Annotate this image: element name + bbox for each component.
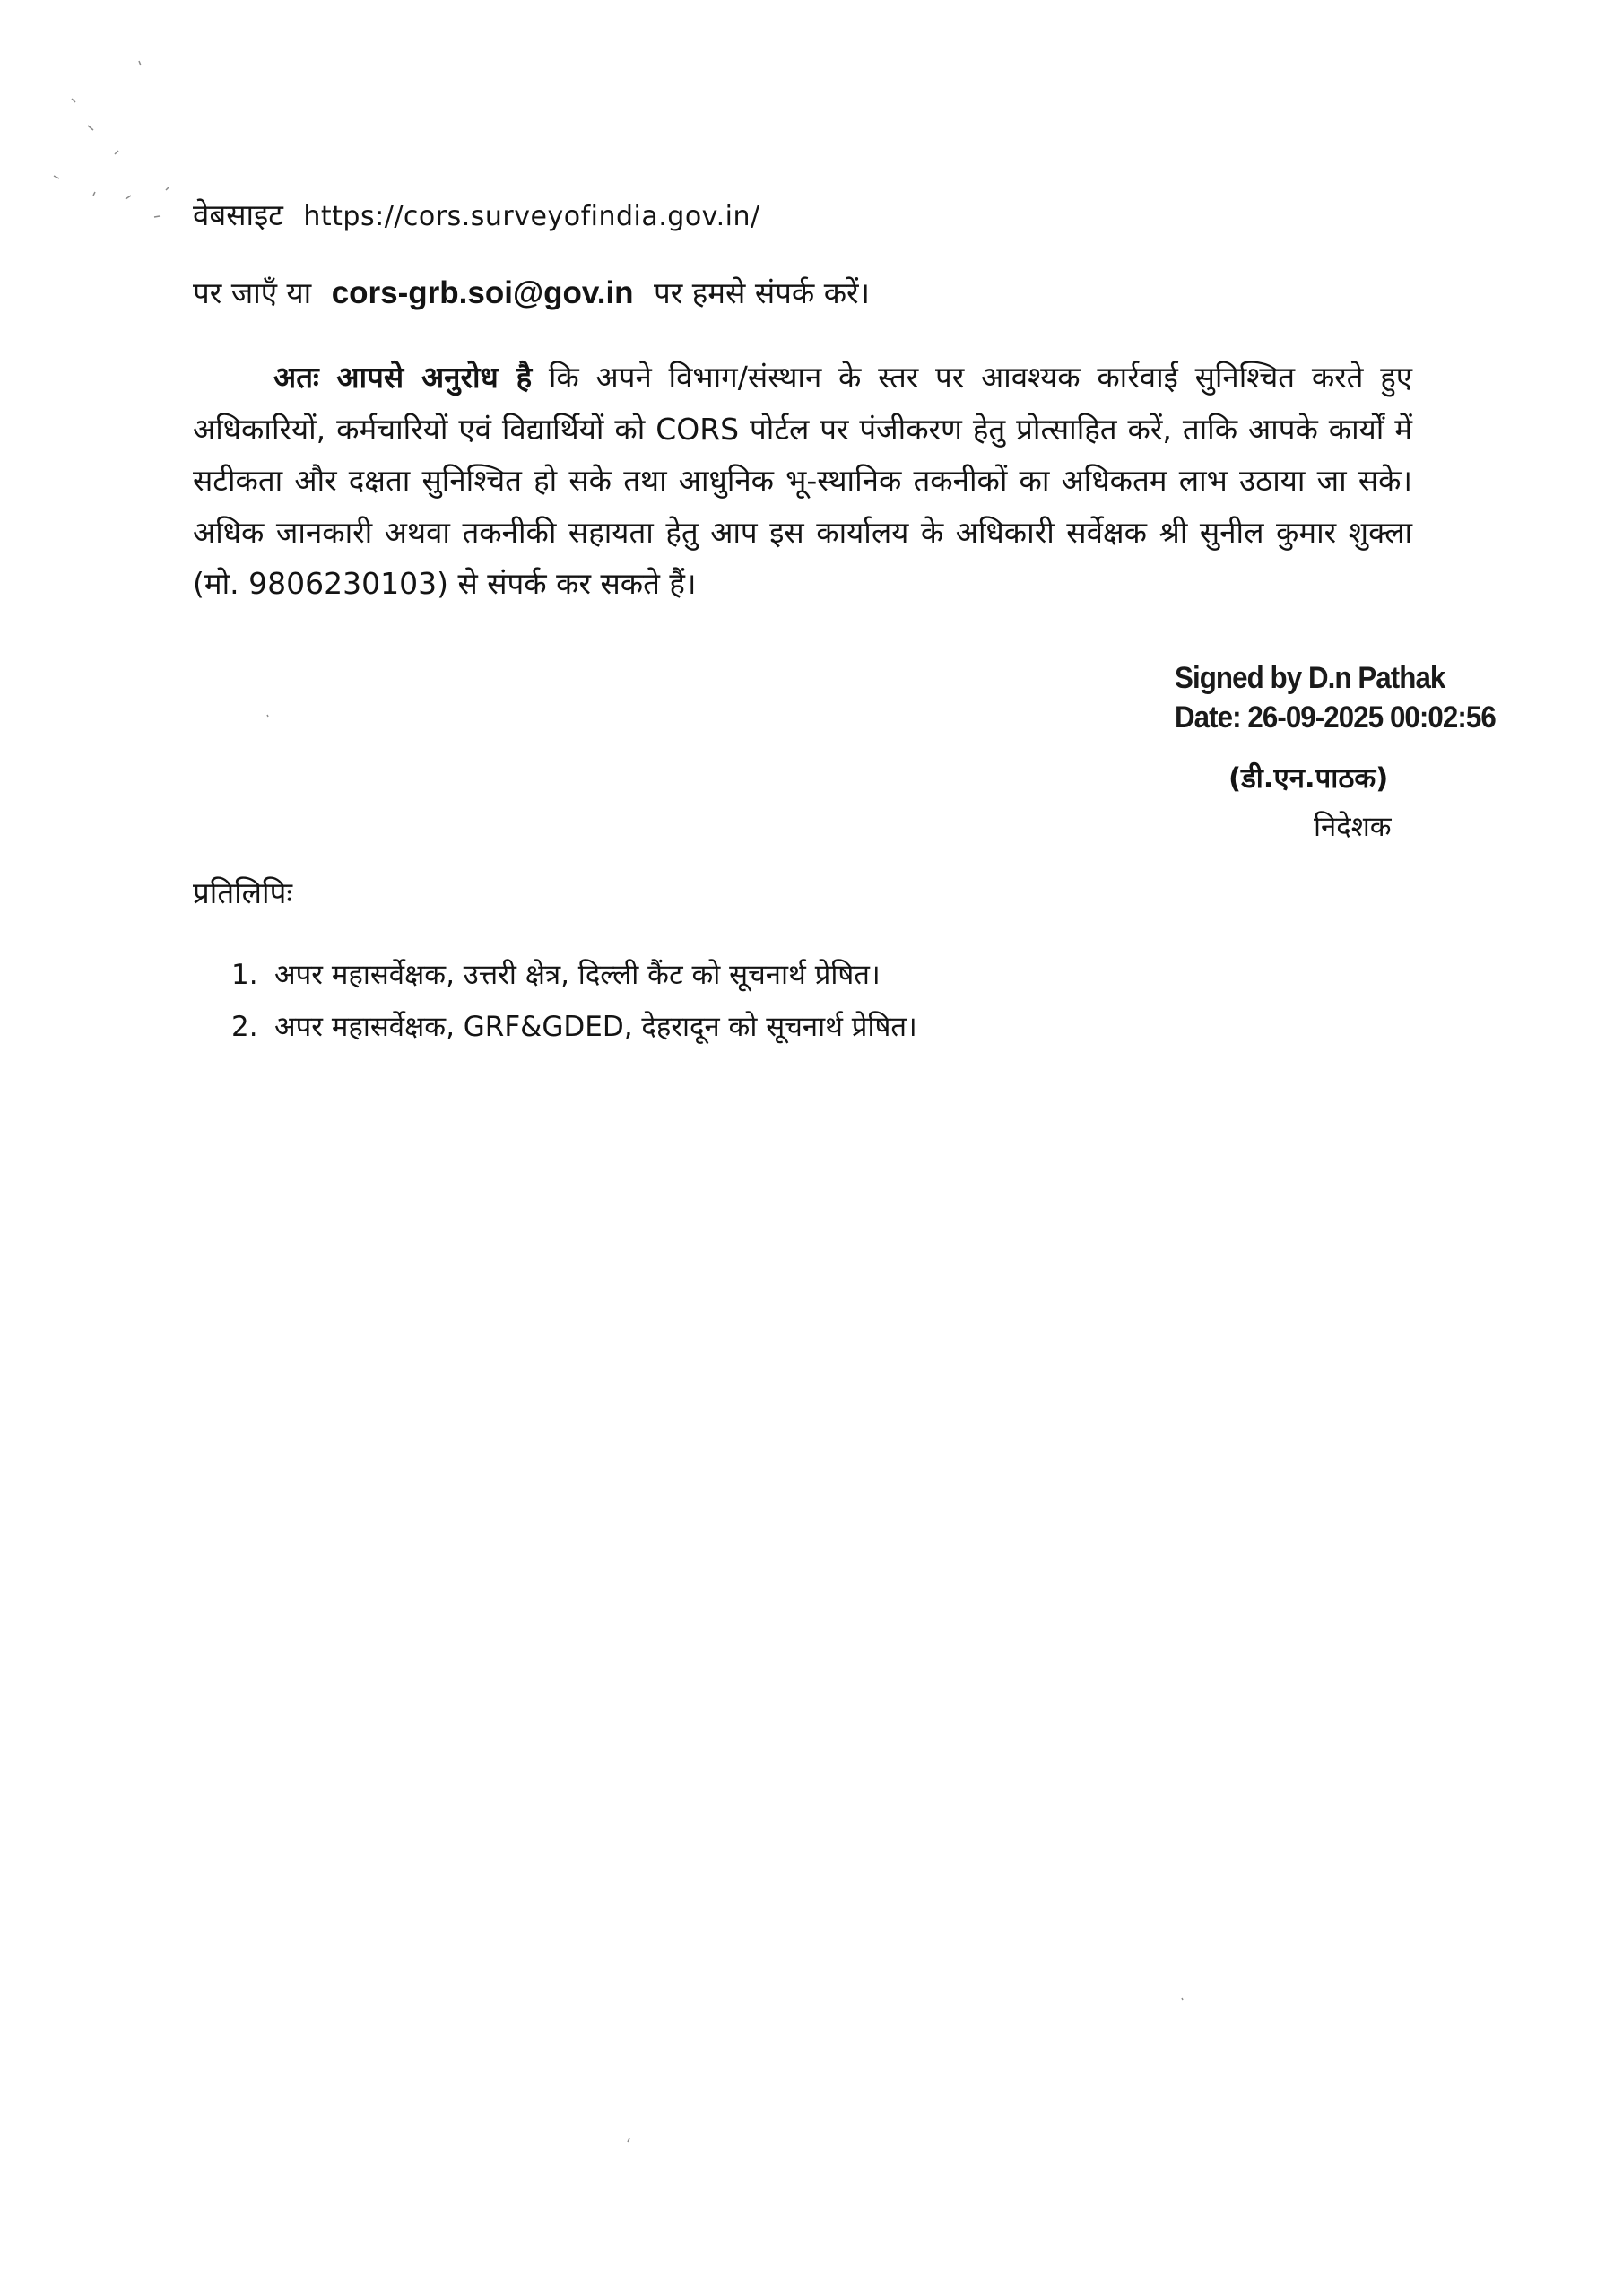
list-item [231,1001,917,1053]
signatory-name: (डी.एन.पाठक) [1228,762,1389,795]
copy-to-list [231,949,917,1053]
list-item-number: 2. [231,1011,258,1043]
website-line [193,196,760,237]
scan-speck [88,126,93,130]
scan-speck [115,151,118,154]
list-item [231,949,917,1001]
list-item-number: 1. [231,959,258,991]
website-url[interactable]: https://cors.surveyofindia.gov.in/ [303,201,760,232]
scan-speck [93,192,95,196]
contact-line [193,274,870,313]
list-item-text: अपर महासर्वेक्षक, GRF&GDED, देहरादून को सूचनार्थ प्रेषित। [274,1011,917,1043]
scan-speck [628,2138,629,2142]
request-body: कि अपने विभाग/संस्थान के स्तर पर आवश्यक कार्रवाई सुनिश्चित करते हुए अधिकारियों, कर्मचारियों एवं विद्यार्थियों को CORS पोर्टल पर पंजीकरण हेतु प्रोत्साहित करें, ताकि आपके कार्यों में सटीकता और दक्षता सुनिश्चित हो सके तथा आधुनिक भू-स्थानिक तकनीकों का अधिकतम लाभ उठाया जा सके। अधिक जानकारी अथवा तकनीकी सहायता हेतु आप इस कार्यालय के अधिकारी सर्वेक्षक श्री सुनील कुमार शुक्ला (मो. 9806230103) से संपर्क कर सकते हैं। [193,360,1412,601]
website-label: वेबसाइट [193,197,283,232]
request-paragraph [193,352,1412,610]
list-item-text: अपर महासर्वेक्षक, उत्तरी क्षेत्र, दिल्ली कैंट को सूचनार्थ प्रेषित। [274,959,881,991]
scan-speck [154,216,160,217]
signatory-designation: निदेशक [1314,811,1392,843]
copy-to-title: प्रतिलिपिः [193,875,293,910]
contact-email[interactable]: cors-grb.soi@gov.in [331,275,634,310]
scan-speck [267,715,268,717]
scan-speck [54,176,59,178]
request-lead: अतः आपसे अनुरोध है [273,360,533,395]
signed-by: Signed by D.n Pathak [1175,661,1445,695]
scan-speck [126,196,131,199]
scan-speck [1182,1998,1183,2000]
contact-prefix: पर जाएँ या [193,275,312,310]
signature-date: Date: 26-09-2025 00:02:56 [1175,700,1496,735]
contact-suffix: पर हमसे संपर्क करें। [654,275,871,310]
scan-speck [72,99,75,102]
scan-speck [166,187,169,190]
scan-speck [139,61,141,65]
digital-signature [1175,658,1496,737]
